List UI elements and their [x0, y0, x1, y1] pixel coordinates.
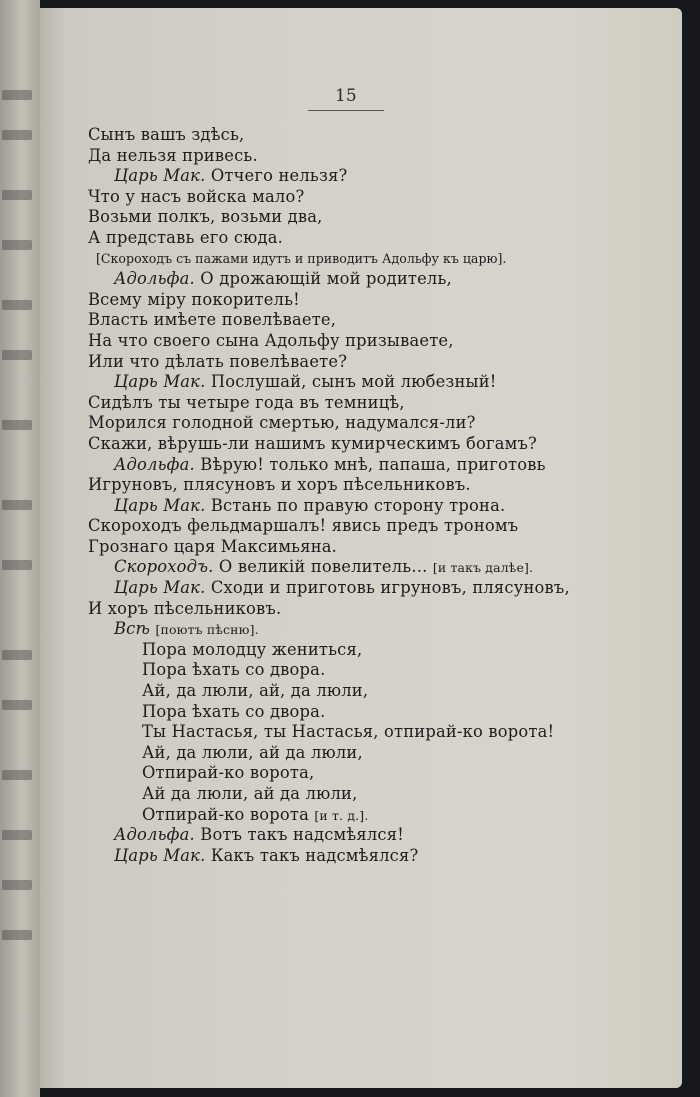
text-line: [88, 372, 648, 393]
line-text: Власть имѣете повелѣваете,: [88, 310, 337, 330]
text-line: [88, 619, 648, 640]
text-line: [88, 475, 648, 496]
line-text: Ты Настасья, ты Настасья, отпирай-ко ворота!: [142, 722, 555, 742]
stage-direction: [и т. д.].: [314, 807, 369, 823]
text-line: [88, 228, 648, 249]
line-text: Или что дѣлать повелѣваете?: [88, 351, 348, 371]
speaker-name: Царь Мак.: [114, 578, 206, 598]
text-line: [88, 455, 648, 476]
line-text: Морился голодной смертью, надумался-ли?: [88, 413, 476, 433]
line-text: Отпирай-ко ворота,: [142, 763, 315, 783]
line-text: Сынъ вашъ здѣсь,: [88, 125, 245, 144]
line-text: Скажи, вѣрушь-ли нашимъ кумирческимъ богамъ?: [88, 433, 537, 453]
line-text: Отпирай-ко ворота: [142, 804, 315, 824]
stage-direction: [поютъ пѣсню].: [155, 622, 259, 638]
text-line: [88, 660, 648, 681]
text-line: [88, 702, 648, 723]
text-line: [88, 763, 648, 784]
line-text: Сходи и приготовь игруновъ, плясуновъ,: [205, 578, 570, 598]
text-line: [88, 146, 648, 167]
speaker-name: Всѣ: [114, 619, 151, 639]
text-line: [88, 413, 648, 434]
text-line: [88, 352, 648, 373]
line-text: Сидѣлъ ты четыре года въ темницѣ,: [88, 392, 405, 412]
line-text: Вѣрую! только мнѣ, папаша, приготовь: [194, 454, 546, 474]
line-text: Послушай, сынъ мой любезный!: [205, 372, 497, 392]
text-line: [88, 640, 648, 661]
text-line: [88, 537, 648, 558]
line-text: Встань по правую сторону трона.: [205, 495, 506, 515]
text-line: [88, 805, 648, 826]
page-number: 15: [335, 86, 357, 106]
line-text: Пора молодцу жениться,: [142, 639, 363, 659]
line-text: На что своего сына Адольфу призываете,: [88, 330, 454, 350]
line-text: Какъ такъ надсмѣялся?: [205, 845, 419, 865]
line-text: Грознаго царя Максимьяна.: [88, 536, 338, 556]
speaker-name: Скороходъ.: [114, 557, 214, 577]
line-text: О великій повелитель...: [213, 557, 433, 577]
line-text: Ай да люли, ай да люли,: [142, 784, 358, 803]
line-text: Всему міру покоритель!: [88, 289, 300, 309]
text-line: [88, 249, 648, 270]
text-line: [88, 516, 648, 537]
line-text: Да нельзя привесь.: [88, 145, 258, 165]
line-text: О дрожающій мой родитель,: [194, 269, 452, 289]
stage-direction: [и такъ далѣе].: [432, 560, 534, 576]
text-line: [88, 825, 648, 846]
line-text: Возьми полкъ, возьми два,: [88, 207, 323, 227]
text-line: [88, 166, 648, 187]
text-line: [88, 578, 648, 599]
text-line: [88, 743, 648, 764]
text-line: [88, 846, 648, 867]
speaker-name: Адольфа.: [114, 454, 195, 474]
speaker-name: Адольфа.: [114, 269, 195, 289]
page-number-rule: [308, 110, 384, 111]
text-line: [88, 269, 648, 290]
line-text: И хоръ пѣсельниковъ.: [88, 598, 282, 618]
speaker-name: Царь Мак.: [114, 372, 206, 392]
play-text: [88, 125, 648, 866]
line-text: Скороходъ фельдмаршалъ! явись предъ трономъ: [88, 516, 519, 536]
text-line: [88, 290, 648, 311]
left-page-edge: [0, 0, 40, 1097]
line-text: Пора ѣхать со двора.: [142, 701, 326, 721]
line-text: Пора ѣхать со двора.: [142, 660, 326, 680]
line-text: Вотъ такъ надсмѣялся!: [194, 825, 404, 845]
text-line: [88, 125, 648, 146]
text-line: [88, 434, 648, 455]
text-line: [88, 722, 648, 743]
speaker-name: Царь Мак.: [114, 166, 206, 186]
speaker-name: Адольфа.: [114, 825, 195, 845]
text-line: [88, 207, 648, 228]
text-line: [88, 331, 648, 352]
text-line: [88, 310, 648, 331]
line-text: Ай, да люли, ай да люли,: [142, 742, 363, 762]
text-line: [88, 599, 648, 620]
text-line: [88, 557, 648, 578]
line-text: Отчего нельзя?: [205, 166, 348, 186]
text-line: [88, 187, 648, 208]
speaker-name: Царь Мак.: [114, 845, 206, 865]
line-text: Ай, да люли, ай, да люли,: [142, 681, 369, 701]
line-text: [Скороходъ съ пажами идутъ и приводитъ Адольфу къ царю].: [96, 250, 507, 266]
text-line: [88, 784, 648, 805]
text-line: [88, 496, 648, 517]
line-text: Что у насъ войска мало?: [88, 186, 305, 206]
line-text: Игруновъ, плясуновъ и хоръ пѣсельниковъ.: [88, 475, 471, 495]
speaker-name: Царь Мак.: [114, 495, 206, 515]
text-line: [88, 393, 648, 414]
book-page: [40, 8, 682, 1088]
line-text: А представь его сюда.: [88, 227, 284, 247]
text-line: [88, 681, 648, 702]
